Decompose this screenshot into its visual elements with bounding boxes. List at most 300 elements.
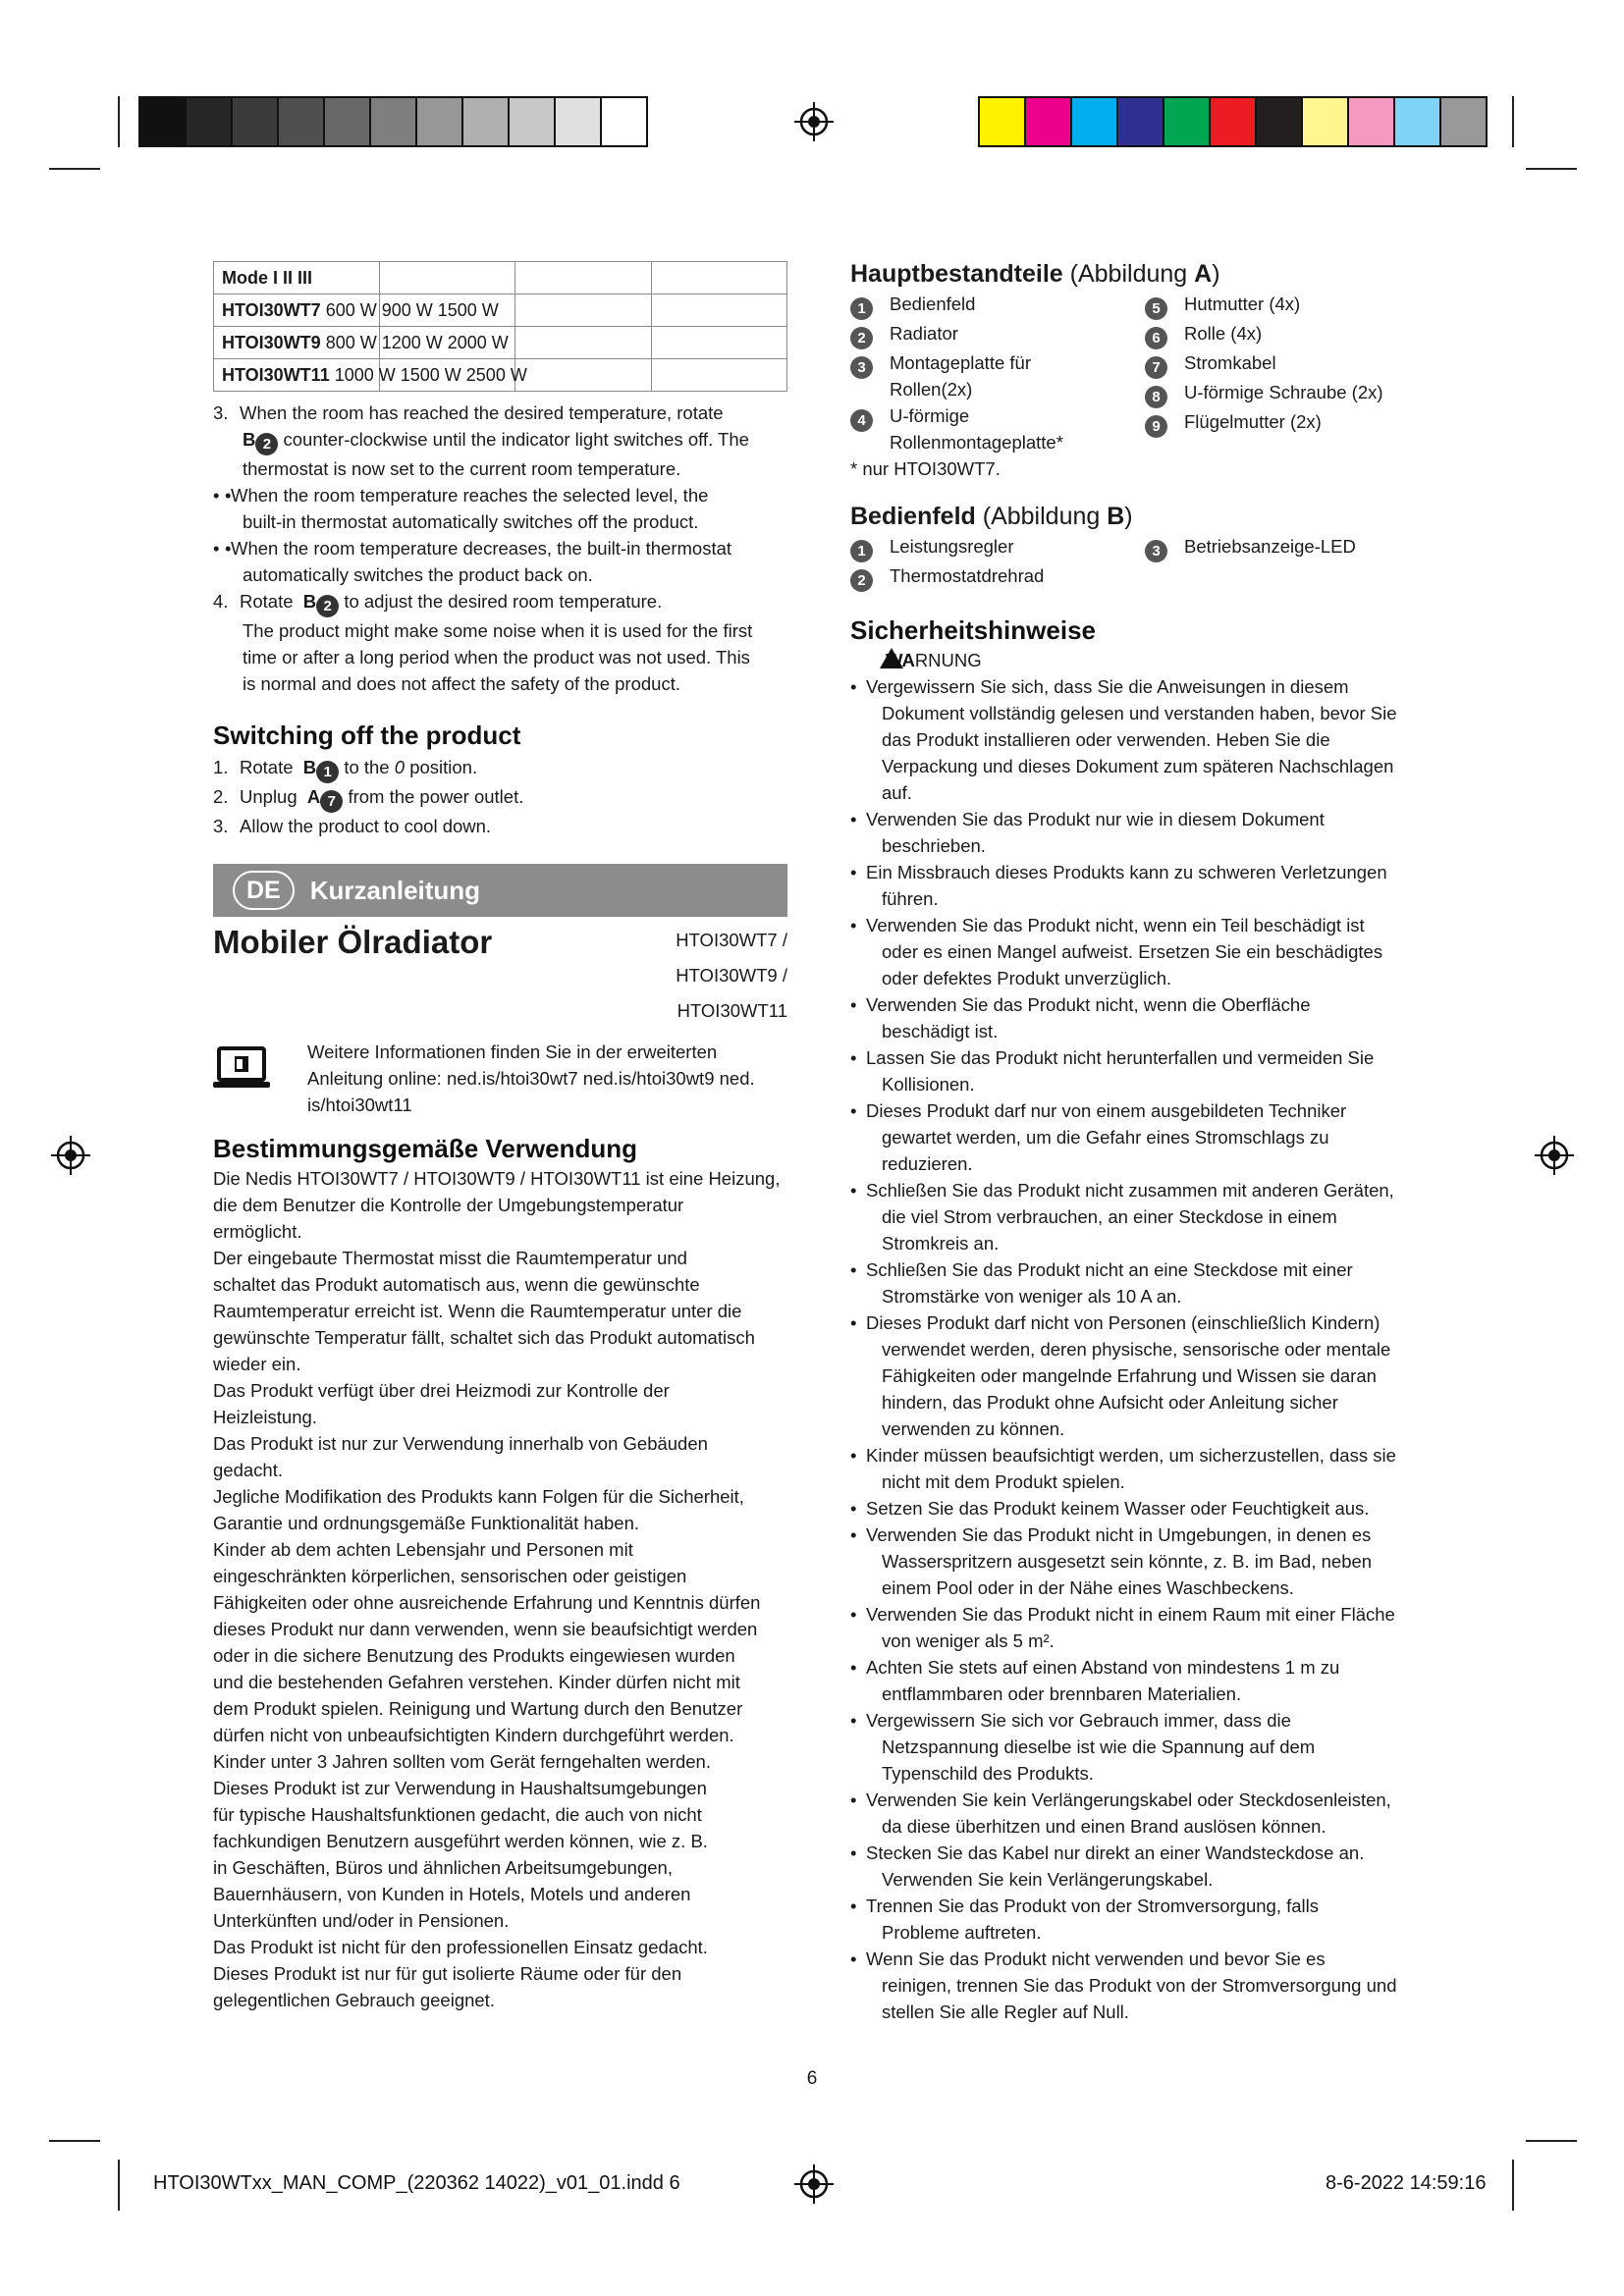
- model-label: HTOI30WT9: [222, 332, 321, 352]
- bullet-dot: •: [850, 1498, 857, 1519]
- step-text: Allow the product to cool down.: [240, 816, 492, 836]
- safety-bullet: [850, 1044, 1430, 1097]
- part-number-icon: 3: [850, 356, 873, 379]
- table-cell: [515, 262, 651, 294]
- heading-bold: Hauptbestandteile: [850, 260, 1063, 288]
- bullet-dot: •: [850, 1604, 857, 1625]
- safety-line: [850, 859, 1430, 885]
- safety-line: [850, 1813, 1430, 1840]
- bullet-dot: •: [850, 1524, 857, 1545]
- bullet-dot: •: [850, 676, 857, 697]
- control-panel-heading: [850, 500, 1430, 533]
- part-label-line: Bedienfeld: [890, 294, 976, 314]
- safety-line: [850, 1283, 1430, 1309]
- step-text: position.: [409, 757, 478, 777]
- figure-ref-letter: B: [243, 429, 256, 450]
- model-list: [676, 923, 787, 1029]
- bullet-dot: •: [850, 862, 857, 882]
- safety-text: Netzspannung dieselbe ist wie die Spannung auf dem: [882, 1736, 1316, 1757]
- bullet-list: • • When the room temperature reaches the selected level, the built-in thermostat automatically switches off the product. • • When the room temperature decreases, the built-in thermostat automatically switches the product back on.: [213, 482, 787, 588]
- step-4: [213, 588, 787, 697]
- paragraph-line: oder in die sichere Benutzung des Produkts eingewiesen wurden: [213, 1645, 735, 1666]
- online-info: [213, 1039, 787, 1118]
- part-label-line: U-förmige Schraube (2x): [1184, 382, 1383, 402]
- language-badge: DE: [233, 871, 295, 910]
- note-text: time or after a long period when the product was not used. This: [243, 647, 750, 667]
- color-swatch: [325, 98, 371, 145]
- paragraph-line: eingeschränkten körperlichen, sensorischen oder geistigen: [213, 1566, 687, 1586]
- bullet-dot: •: [850, 1789, 857, 1810]
- part-label-line: Rolle (4x): [1184, 323, 1263, 344]
- language-section-bar: [213, 864, 787, 917]
- safety-line: [850, 1654, 1430, 1681]
- part-number-wrap: [850, 402, 890, 455]
- part-number-icon: 1: [850, 540, 873, 562]
- online-info-text: Weitere Informationen finden Sie in der erweiterten Anleitung online: ned.is/htoi30wt7 ned.is/htoi30wt9 ned. is/htoi30wt11: [307, 1041, 755, 1115]
- safety-bullet: [850, 1707, 1430, 1787]
- bullet-text: When the room temperature decreases, the built-in thermostat: [231, 538, 732, 559]
- grey-color-bar: [138, 96, 648, 147]
- mode-power-table: [213, 261, 787, 392]
- part-label: [1184, 320, 1262, 349]
- safety-line: [850, 885, 1430, 912]
- part-label: [890, 349, 1031, 402]
- bullet-dot: •: [850, 1657, 857, 1678]
- color-swatch: [1303, 98, 1349, 145]
- part-number-wrap: [1145, 320, 1184, 349]
- part-label-line: Hutmutter (4x): [1184, 294, 1301, 314]
- step-number: 3.: [213, 816, 229, 836]
- color-swatch: [140, 98, 187, 145]
- figure-letter: B: [1107, 503, 1125, 530]
- safety-line: [850, 1522, 1430, 1548]
- part-item: [850, 320, 1145, 349]
- note-text: The product might make some noise when it is used for the first: [243, 620, 753, 641]
- intended-use-text: [213, 1165, 787, 2013]
- safety-line: [850, 1071, 1430, 1097]
- table-row: [214, 359, 787, 392]
- safety-text: Verwenden Sie kein Verlängerungskabel.: [882, 1869, 1214, 1890]
- figure-ref-number-icon: 2: [255, 433, 278, 455]
- safety-text: Probleme auftreten.: [882, 1922, 1042, 1943]
- part-number-icon: 2: [850, 327, 873, 349]
- model-label: HTOI30WT7: [222, 299, 321, 320]
- warning-prefix: WA: [886, 650, 915, 670]
- safety-text: Trennen Sie das Produkt von der Stromversorgung, falls: [866, 1896, 1320, 1916]
- figure-ref-letter: B: [302, 757, 317, 777]
- color-swatch: [279, 98, 325, 145]
- part-label: [1184, 291, 1300, 320]
- step-text: Rotate: [240, 757, 294, 777]
- safety-line: [850, 673, 1430, 700]
- part-label-line: Stromkabel: [1184, 352, 1276, 373]
- safety-line: [850, 700, 1430, 726]
- table-cell: [651, 262, 786, 294]
- table-cell: [651, 327, 786, 359]
- part-label-line: U-förmige: [890, 405, 970, 426]
- safety-text: Schließen Sie das Produkt nicht an eine Steckdose mit einer: [866, 1259, 1353, 1280]
- safety-line: [850, 1946, 1430, 1972]
- safety-line: [850, 1018, 1430, 1044]
- safety-line: [850, 1362, 1430, 1389]
- language-section-title: Kurzanleitung: [309, 875, 481, 905]
- crop-mark: [1512, 2160, 1514, 2211]
- crop-mark: [49, 2140, 100, 2142]
- paragraph-line: für typische Haushaltsfunktionen gedacht, die auch von nicht: [213, 1804, 702, 1825]
- part-number-wrap: [850, 320, 890, 349]
- table-cell: [651, 294, 786, 327]
- bullet-text: built-in thermostat automatically switches off the product.: [243, 511, 699, 532]
- safety-line: [850, 1124, 1430, 1150]
- safety-text: verwendet werden, deren physische, sensorische oder mentale: [882, 1339, 1391, 1360]
- title-row: [213, 923, 787, 1029]
- laptop-icon: [213, 1046, 270, 1090]
- safety-bullet-list: [850, 673, 1430, 2025]
- safety-text: verwenden zu können.: [882, 1418, 1065, 1439]
- paragraph-line: fachkundigen Benutzern ausgeführt werden können, wie z. B.: [213, 1831, 708, 1851]
- paragraph-line: Raumtemperatur erreicht ist. Wenn die Raumtemperatur unter die: [213, 1301, 742, 1321]
- part-label-line: Betriebsanzeige-LED: [1184, 536, 1356, 557]
- step-number: 1.: [213, 757, 229, 777]
- paragraph-line: Bauernhäusern, von Kunden in Hotels, Motels und anderen: [213, 1884, 691, 1904]
- safety-line: [850, 1177, 1430, 1203]
- part-number-icon: 3: [1145, 540, 1167, 562]
- color-swatch: [1072, 98, 1118, 145]
- paragraph-line: Unterkünften und/oder in Pensionen.: [213, 1910, 510, 1931]
- part-number-wrap: [1145, 379, 1184, 408]
- print-date: 8-6-2022 14:59:16: [1326, 2172, 1487, 2194]
- safety-line: [850, 1336, 1430, 1362]
- figure-ref-number-icon: 1: [316, 761, 339, 783]
- table-cell: [651, 359, 786, 392]
- part-label-line: Thermostatdrehrad: [890, 565, 1045, 586]
- safety-line: [850, 1840, 1430, 1866]
- safety-text: Dokument vollständig gelesen und verstanden haben, bevor Sie: [882, 703, 1397, 723]
- color-swatch: [233, 98, 279, 145]
- part-number-wrap: [850, 533, 890, 562]
- safety-text: Wasserspritzern ausgesetzt sein könnte, z. B. im Bad, neben: [882, 1551, 1373, 1572]
- part-item: [1145, 533, 1430, 562]
- color-swatch: [602, 98, 646, 145]
- safety-bullet: [850, 673, 1430, 806]
- safety-heading: Sicherheitshinweise: [850, 615, 1096, 645]
- part-label: [1184, 533, 1356, 562]
- table-cell: [214, 262, 380, 294]
- figure-ref-number-icon: 2: [316, 595, 339, 617]
- bullet-dot: •: [850, 1842, 857, 1863]
- part-number-icon: 1: [850, 297, 873, 320]
- bullet-dot: •: [850, 1100, 857, 1121]
- footnote: * nur HTOI30WT7.: [850, 458, 1001, 479]
- safety-text: oder es einen Mangel aufweist. Ersetzen Sie ein beschädigtes: [882, 941, 1383, 962]
- part-number-icon: 8: [1145, 386, 1167, 408]
- heading-bold: Bedienfeld: [850, 503, 976, 530]
- document-title: Mobiler Ölradiator: [213, 924, 493, 960]
- parts-column: [850, 291, 1145, 455]
- crop-mark: [1512, 96, 1514, 147]
- safety-text: oder defektes Produkt unverzüglich.: [882, 968, 1172, 988]
- safety-text: Wenn Sie das Produkt nicht verwenden und bevor Sie es: [866, 1949, 1326, 1969]
- bullet-dot: •: [850, 1047, 857, 1068]
- color-swatch: [1257, 98, 1303, 145]
- position-value: 0: [394, 757, 406, 777]
- safety-line: [850, 806, 1430, 832]
- safety-line: [850, 1044, 1430, 1071]
- safety-bullet: [850, 1654, 1430, 1707]
- safety-text: Schließen Sie das Produkt nicht zusammen mit anderen Geräten,: [866, 1180, 1394, 1201]
- safety-line: [850, 991, 1430, 1018]
- safety-text: hindern, das Produkt ohne Aufsicht oder Anleitung sicher: [882, 1392, 1338, 1413]
- color-swatch: [1164, 98, 1211, 145]
- safety-text: Vergewissern Sie sich, dass Sie die Anweisungen in diesem: [866, 676, 1349, 697]
- safety-text: nicht mit dem Produkt spielen.: [882, 1471, 1125, 1492]
- safety-line: [850, 912, 1430, 938]
- color-swatch: [1026, 98, 1072, 145]
- safety-bullet: [850, 1097, 1430, 1177]
- bullet-dot: •: [850, 915, 857, 935]
- safety-line: [850, 1442, 1430, 1468]
- step-number: 2.: [213, 786, 229, 807]
- safety-line: [850, 1256, 1430, 1283]
- safety-bullet: [850, 806, 1430, 859]
- paragraph-line: dieses Produkt nur dann verwenden, wenn sie beaufsichtigt werden: [213, 1619, 758, 1639]
- heading-text: (Abbildung: [975, 503, 1108, 530]
- safety-line: [850, 1495, 1430, 1522]
- safety-text: Dieses Produkt darf nicht von Personen (einschließlich Kindern): [866, 1312, 1380, 1333]
- safety-text: Vergewissern Sie sich vor Gebrauch immer, dass die: [866, 1710, 1291, 1731]
- step-text: Rotate: [240, 591, 294, 612]
- safety-text: gewartet werden, um die Gefahr eines Stromschlags zu: [882, 1127, 1329, 1148]
- part-item: [850, 402, 1145, 455]
- safety-text: auf.: [882, 782, 912, 803]
- part-label: [1184, 349, 1276, 379]
- control-panel-list: [850, 533, 1430, 592]
- paragraph-line: Der eingebaute Thermostat misst die Raumtemperatur und: [213, 1248, 687, 1268]
- part-label: [1184, 408, 1322, 438]
- safety-line: [850, 832, 1430, 859]
- crop-mark: [1526, 2140, 1577, 2142]
- page-number: 6: [806, 2068, 818, 2089]
- part-number-wrap: [1145, 349, 1184, 379]
- model-number: HTOI30WT7 /: [676, 930, 787, 950]
- model-number: HTOI30WT9 /: [676, 965, 787, 986]
- paragraph-line: ermöglicht.: [213, 1221, 302, 1242]
- bullet-dot: •: [850, 994, 857, 1015]
- safety-text: Dieses Produkt darf nur von einem ausgebildeten Techniker: [866, 1100, 1347, 1121]
- bullet-dot: •: [850, 1896, 857, 1916]
- color-swatch: [556, 98, 602, 145]
- step-3: [213, 400, 787, 482]
- part-item: [850, 562, 1145, 592]
- safety-text: reinigen, trennen Sie das Produkt von der Stromversorgung und: [882, 1975, 1397, 1996]
- part-number-wrap: [850, 291, 890, 320]
- safety-line: [850, 1150, 1430, 1177]
- safety-text: Typenschild des Produkts.: [882, 1763, 1094, 1784]
- crop-mark: [49, 168, 100, 170]
- bullet-text: automatically switches the product back on.: [243, 564, 593, 585]
- part-number-icon: 4: [850, 409, 873, 432]
- safety-text: Verwenden Sie das Produkt nicht in einem Raum mit einer Fläche: [866, 1604, 1395, 1625]
- paragraph-line: gedacht.: [213, 1460, 283, 1480]
- safety-bullet: [850, 1893, 1430, 1946]
- warning-label: [850, 647, 1430, 673]
- table-cell: [214, 359, 527, 392]
- intended-use-heading: Bestimmungsgemäße Verwendung: [213, 1134, 637, 1163]
- heading-text: ): [1212, 260, 1220, 288]
- safety-line: [850, 1734, 1430, 1760]
- registration-mark-icon: [794, 102, 834, 141]
- step-text: thermostat is now set to the current room temperature.: [243, 458, 681, 479]
- part-label-line: Radiator: [890, 323, 958, 344]
- registration-mark-icon: [51, 1136, 90, 1175]
- paragraph-line: Jegliche Modifikation des Produkts kann Folgen für die Sicherheit,: [213, 1486, 744, 1507]
- file-slug: HTOI30WTxx_MAN_COMP_(220362 14022)_v01_01.indd 6: [153, 2172, 680, 2194]
- safety-line: [850, 1681, 1430, 1707]
- safety-line: [850, 1097, 1430, 1124]
- crop-mark: [118, 2160, 120, 2211]
- part-number-wrap: [1145, 533, 1184, 562]
- paragraph-line: Garantie und ordnungsgemäße Funktionalität haben.: [213, 1513, 640, 1533]
- part-item: [1145, 320, 1430, 349]
- safety-line: [850, 1203, 1430, 1230]
- paragraph-line: Kinder ab dem achten Lebensjahr und Personen mit: [213, 1539, 633, 1560]
- part-number-wrap: [1145, 408, 1184, 438]
- paragraph-line: Dieses Produkt ist zur Verwendung in Haushaltsumgebungen: [213, 1778, 707, 1798]
- safety-line: [850, 1972, 1430, 1999]
- step-text: from the power outlet.: [348, 786, 524, 807]
- safety-text: Verwenden Sie das Produkt nicht, wenn die Oberfläche: [866, 994, 1311, 1015]
- table-cell: [515, 359, 651, 392]
- safety-line: [850, 1787, 1430, 1813]
- safety-text: Kinder müssen beaufsichtigt werden, um sicherzustellen, dass sie: [866, 1445, 1396, 1466]
- crop-mark: [1526, 168, 1577, 170]
- paragraph-line: Heizleistung.: [213, 1407, 317, 1427]
- part-number-icon: 9: [1145, 415, 1167, 438]
- part-label-line: Rollenmontageplatte*: [890, 432, 1063, 453]
- paragraph-line: gewünschte Temperatur fällt, schaltet sich das Produkt automatisch: [213, 1327, 755, 1348]
- safety-text: Verwenden Sie das Produkt nicht in Umgebungen, in denen es: [866, 1524, 1372, 1545]
- part-item: [1145, 349, 1430, 379]
- table-cell: [380, 262, 515, 294]
- safety-line: [850, 1999, 1430, 2025]
- paragraph-line: Kinder unter 3 Jahren sollten vom Gerät ferngehalten werden.: [213, 1751, 711, 1772]
- safety-line: [850, 1389, 1430, 1415]
- main-parts-heading: [850, 257, 1430, 291]
- figure-ref-number-icon: 7: [320, 790, 343, 813]
- safety-line: [850, 753, 1430, 779]
- model-label: Mode I II III: [222, 267, 313, 288]
- safety-text: führen.: [882, 888, 939, 909]
- safety-text: Fähigkeiten oder mangelnde Erfahrung und Wissen sie daran: [882, 1365, 1377, 1386]
- part-label-line: Montageplatte für: [890, 352, 1031, 373]
- paragraph-line: Dieses Produkt ist nur für gut isolierte Räume oder für den: [213, 1963, 682, 1984]
- bullet-dot: •: [850, 1180, 857, 1201]
- safety-line: [850, 1866, 1430, 1893]
- part-item: [850, 349, 1145, 402]
- safety-bullet: [850, 1309, 1430, 1442]
- part-label: [890, 533, 1014, 562]
- safety-text: Setzen Sie das Produkt keinem Wasser oder Feuchtigkeit aus.: [866, 1498, 1370, 1519]
- step-text: When the room has reached the desired temperature, rotate: [240, 402, 724, 423]
- safety-line: [850, 1230, 1430, 1256]
- safety-bullet: [850, 1256, 1430, 1309]
- safety-line: [850, 1893, 1430, 1919]
- part-label-line: Flügelmutter (2x): [1184, 411, 1322, 432]
- safety-bullet: [850, 1442, 1430, 1495]
- part-item: [1145, 408, 1430, 438]
- safety-line: [850, 1628, 1430, 1654]
- paragraph-line: wieder ein.: [213, 1354, 301, 1374]
- paragraph-line: schaltet das Produkt automatisch aus, wenn die gewünschte: [213, 1274, 700, 1295]
- safety-line: [850, 965, 1430, 991]
- safety-bullet: [850, 1840, 1430, 1893]
- safety-bullet: [850, 991, 1430, 1044]
- paragraph-line: dem Produkt spielen. Reinigung und Wartung durch den Benutzer: [213, 1698, 743, 1719]
- heading-text: ): [1124, 503, 1133, 530]
- safety-line: [850, 1919, 1430, 1946]
- paragraph-line: Fähigkeiten oder ohne ausreichende Erfahrung und Kenntnis dürfen: [213, 1592, 761, 1613]
- safety-text: Lassen Sie das Produkt nicht herunterfallen und vermeiden Sie: [866, 1047, 1375, 1068]
- color-swatch: [1211, 98, 1257, 145]
- safety-line: [850, 779, 1430, 806]
- step-number: 4.: [213, 591, 229, 612]
- bullet-dot: •: [850, 1445, 857, 1466]
- paragraph-line: Das Produkt ist nur zur Verwendung innerhalb von Gebäuden: [213, 1433, 708, 1454]
- safety-text: Kollisionen.: [882, 1074, 975, 1095]
- safety-bullet: [850, 859, 1430, 912]
- safety-text: Verwenden Sie das Produkt nicht, wenn ein Teil beschädigt ist: [866, 915, 1365, 935]
- switching-off-steps: [213, 754, 787, 839]
- color-swatch: [1118, 98, 1164, 145]
- figure-ref-letter: A: [306, 786, 321, 807]
- safety-line: [850, 1601, 1430, 1628]
- safety-text: Verpackung und dieses Dokument zum späteren Nachschlagen: [882, 756, 1394, 776]
- safety-text: von weniger als 5 m².: [882, 1630, 1055, 1651]
- table-cell: [214, 294, 499, 327]
- power-values: 600 W 900 W 1500 W: [320, 299, 499, 320]
- safety-line: [850, 726, 1430, 753]
- safety-bullet: [850, 1495, 1430, 1522]
- parts-column: [1145, 291, 1430, 455]
- safety-text: beschädigt ist.: [882, 1021, 999, 1041]
- bullet-dot: •: [850, 1710, 857, 1731]
- safety-text: entflammbaren oder brennbaren Materialien.: [882, 1683, 1242, 1704]
- part-item: [1145, 379, 1430, 408]
- part-label: [890, 320, 958, 349]
- part-item: [1145, 291, 1430, 320]
- safety-text: beschrieben.: [882, 835, 986, 856]
- color-swatch: [187, 98, 233, 145]
- safety-line: [850, 1309, 1430, 1336]
- bullet-dot: •: [850, 1949, 857, 1969]
- safety-text: Ein Missbrauch dieses Produkts kann zu schweren Verletzungen: [866, 862, 1387, 882]
- safety-text: einem Pool oder in der Nähe eines Waschbeckens.: [882, 1577, 1294, 1598]
- paragraph-line: gelegentlichen Gebrauch geeignet.: [213, 1990, 495, 2010]
- safety-bullet: [850, 1177, 1430, 1256]
- color-swatch: [1349, 98, 1395, 145]
- safety-line: [850, 1468, 1430, 1495]
- safety-line: [850, 938, 1430, 965]
- step-text: Unplug: [240, 786, 298, 807]
- paragraph-line: Das Produkt ist nicht für den professionellen Einsatz gedacht.: [213, 1937, 708, 1957]
- step-text: counter-clockwise until the indicator light switches off. The: [283, 429, 749, 450]
- step-text: to adjust the desired room temperature.: [344, 591, 663, 612]
- note-text: is normal and does not affect the safety of the product.: [243, 673, 680, 694]
- safety-bullet: [850, 1946, 1430, 2025]
- part-item: [850, 533, 1145, 562]
- part-number-icon: 7: [1145, 356, 1167, 379]
- switching-off-heading: Switching off the product: [213, 721, 521, 750]
